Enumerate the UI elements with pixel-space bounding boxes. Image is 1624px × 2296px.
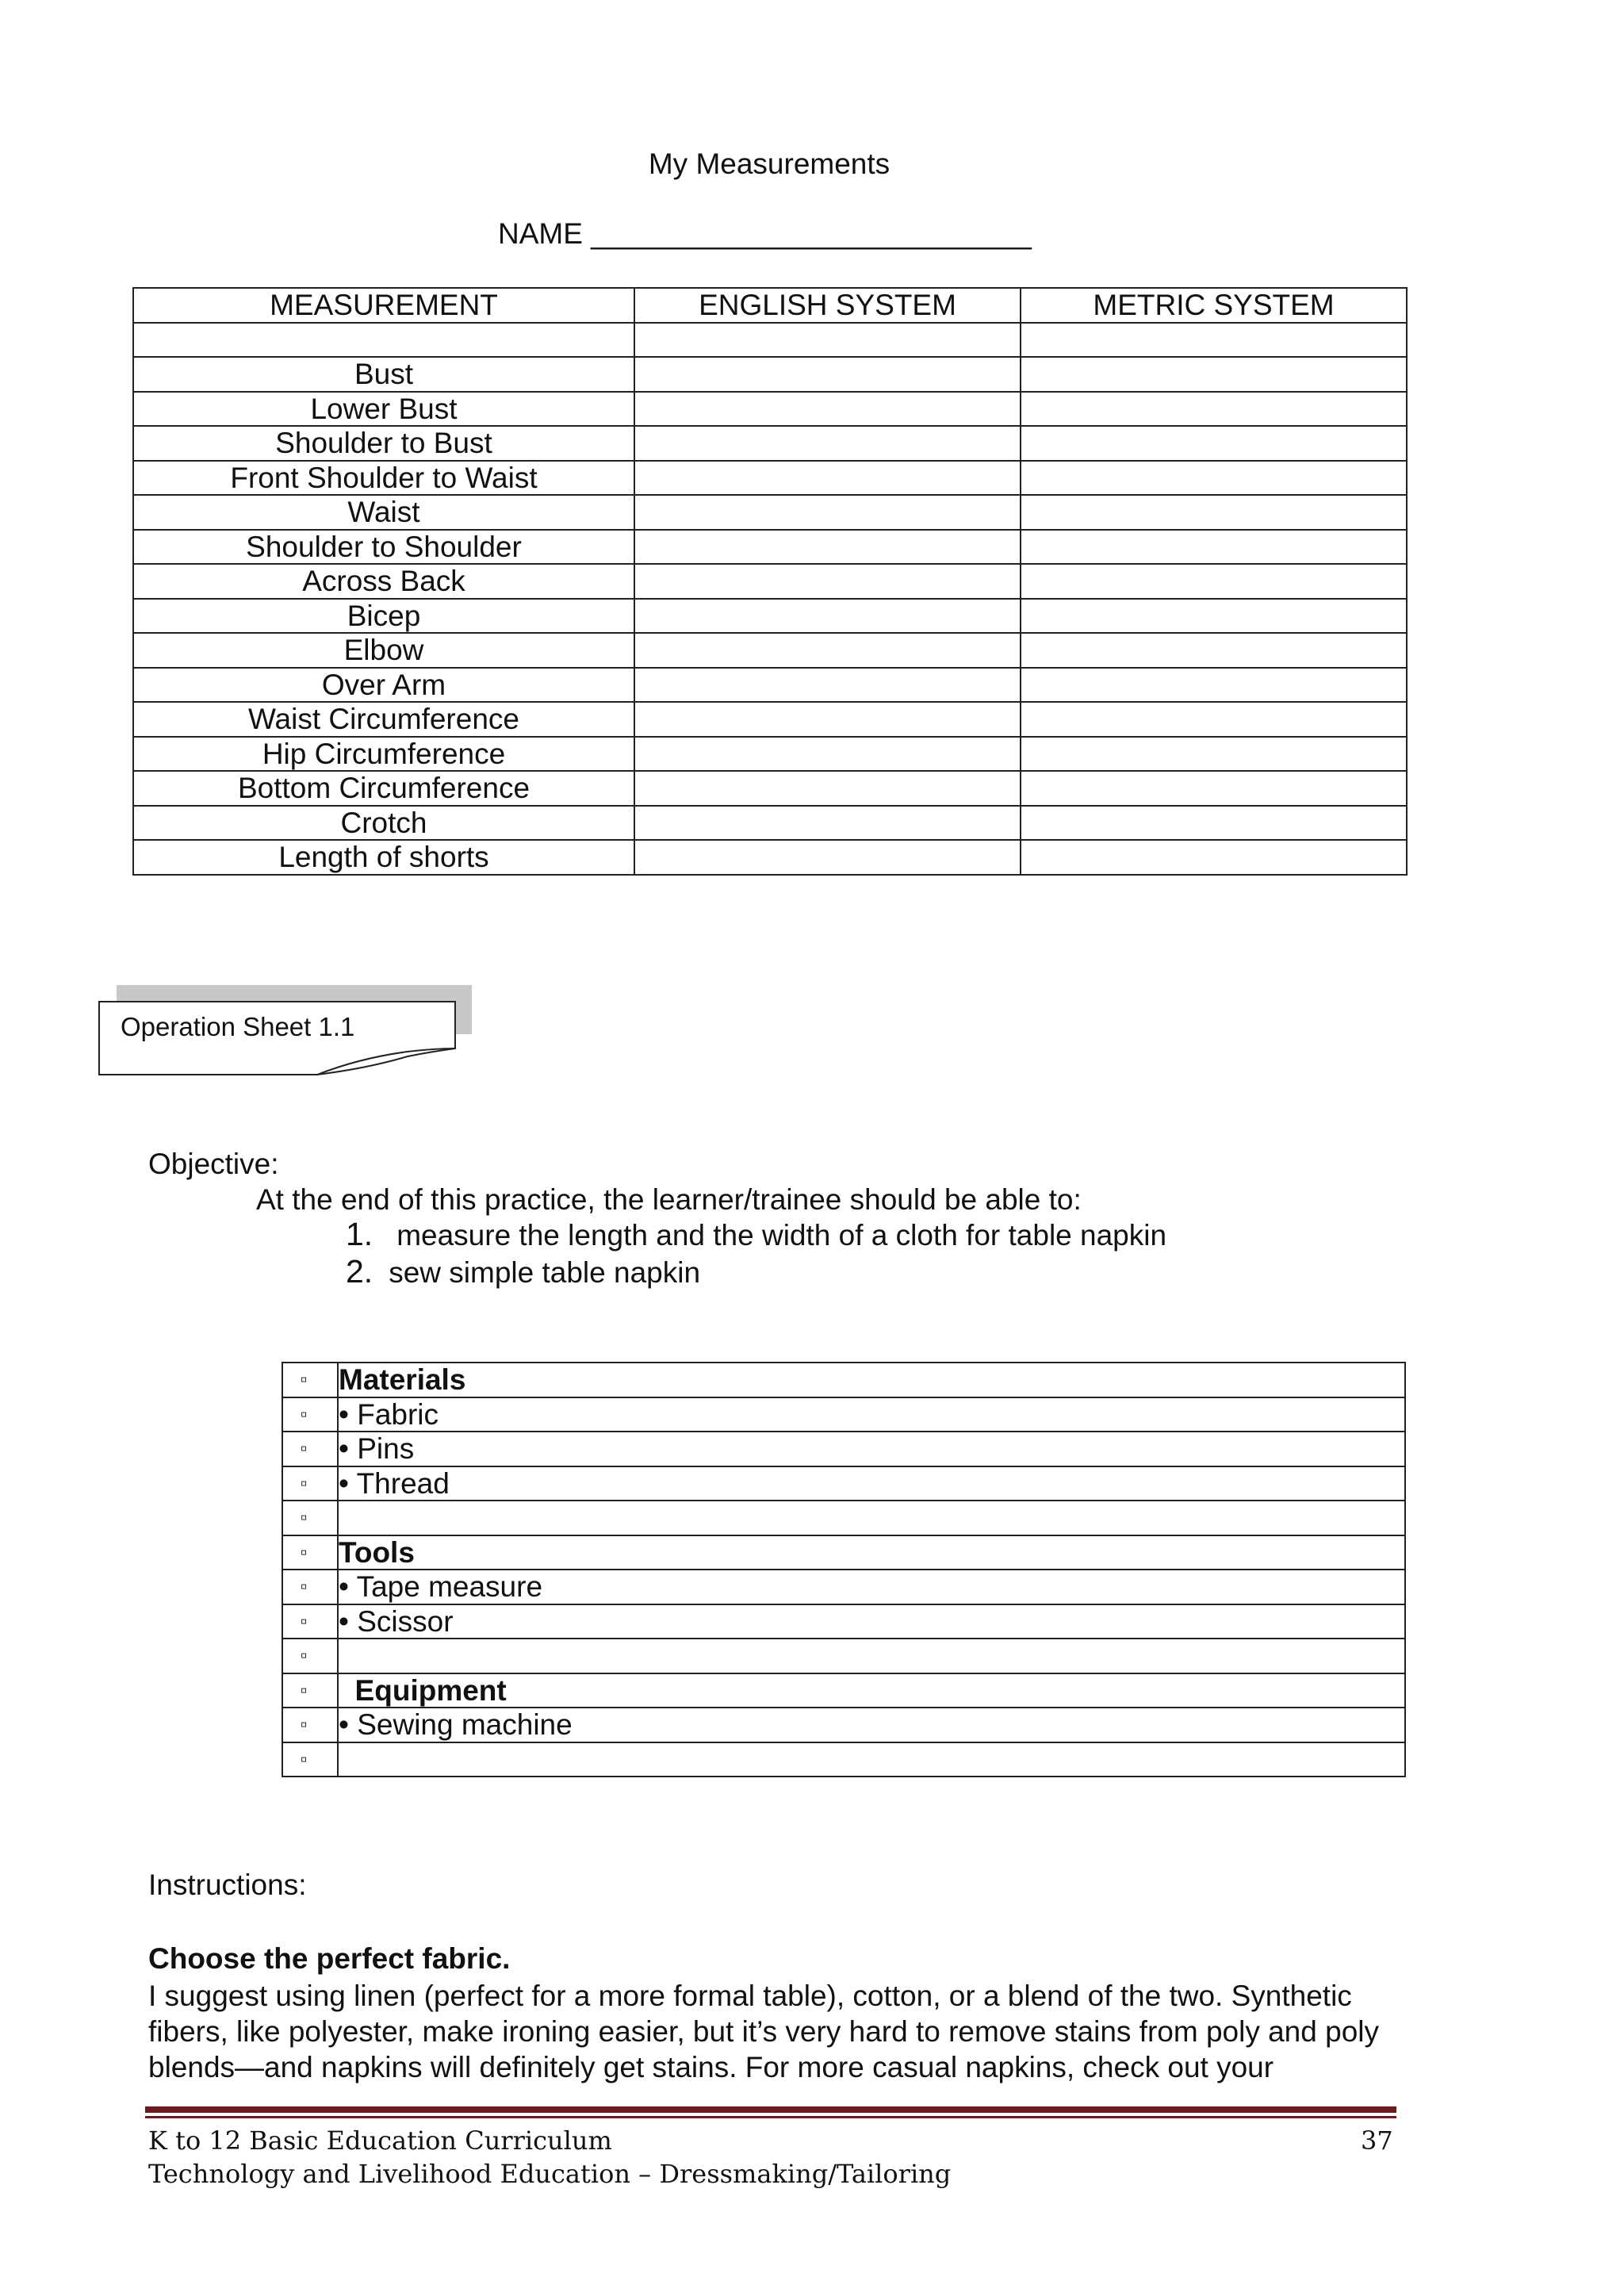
english-value-cell[interactable] — [634, 495, 1021, 530]
instructions-heading: Instructions: — [148, 1869, 307, 1901]
table-row — [133, 633, 1407, 668]
checkbox-marker-icon: ▫ — [282, 1570, 338, 1604]
item-text: • Tape measure — [338, 1570, 1405, 1604]
objective-heading: Objective: — [148, 1148, 279, 1180]
footer-curriculum: K to 12 Basic Education Curriculum — [148, 2125, 612, 2156]
list-item — [282, 1466, 1405, 1501]
measurement-label: Front Shoulder to Waist — [133, 461, 634, 496]
section-heading: Tools — [338, 1535, 1405, 1570]
checkbox-marker-icon: ▫ — [282, 1466, 338, 1501]
english-value-cell[interactable] — [634, 357, 1021, 392]
table-row — [133, 426, 1407, 461]
table-row — [133, 771, 1407, 806]
metric-value-cell[interactable] — [1021, 806, 1407, 841]
item-text — [338, 1742, 1405, 1777]
item-text: • Fabric — [338, 1397, 1405, 1432]
metric-value-cell[interactable] — [1021, 668, 1407, 703]
item-text: • Scissor — [338, 1604, 1405, 1639]
objective-item-number: 1. — [346, 1216, 373, 1252]
table-row — [133, 392, 1407, 427]
name-field-line: NAME ___________________________ — [498, 217, 1032, 250]
column-header: METRIC SYSTEM — [1021, 288, 1407, 323]
list-item — [282, 1363, 1405, 1397]
objective-intro: At the end of this practice, the learner/trainee should be able to: — [256, 1183, 1082, 1216]
measurement-label: Lower Bust — [133, 392, 634, 427]
checkbox-marker-icon: ▫ — [282, 1397, 338, 1432]
english-value-cell[interactable] — [634, 771, 1021, 806]
english-value-cell[interactable] — [634, 426, 1021, 461]
measurement-label: Waist — [133, 495, 634, 530]
measurement-label: Shoulder to Shoulder — [133, 530, 634, 565]
measurement-label: Bust — [133, 357, 634, 392]
table-row — [133, 840, 1407, 875]
table-row — [133, 323, 1407, 358]
checkbox-marker-icon: ▫ — [282, 1742, 338, 1777]
english-value-cell[interactable] — [634, 564, 1021, 599]
checkbox-marker-icon: ▫ — [282, 1535, 338, 1570]
list-item — [282, 1501, 1405, 1535]
measurement-table-body — [133, 288, 1407, 875]
table-row — [133, 461, 1407, 496]
measurement-label: Hip Circumference — [133, 737, 634, 772]
item-text: • Thread — [338, 1466, 1405, 1501]
objective-item-number: 2. — [346, 1253, 373, 1290]
step-heading: Choose the perfect fabric. — [148, 1942, 511, 1975]
measurement-label: Crotch — [133, 806, 634, 841]
table-row — [133, 599, 1407, 634]
item-text — [338, 1501, 1405, 1535]
metric-value-cell[interactable] — [1021, 323, 1407, 358]
checkbox-marker-icon: ▫ — [282, 1639, 338, 1673]
table-row — [133, 495, 1407, 530]
materials-table — [282, 1362, 1406, 1777]
metric-value-cell[interactable] — [1021, 530, 1407, 565]
list-item — [282, 1570, 1405, 1604]
metric-value-cell[interactable] — [1021, 840, 1407, 875]
metric-value-cell[interactable] — [1021, 599, 1407, 634]
metric-value-cell[interactable] — [1021, 461, 1407, 496]
list-item — [282, 1535, 1405, 1570]
english-value-cell[interactable] — [634, 737, 1021, 772]
footer-rule-thin — [145, 2116, 1396, 2118]
measurement-label: Waist Circumference — [133, 702, 634, 737]
checkbox-marker-icon: ▫ — [282, 1604, 338, 1639]
table-row — [133, 530, 1407, 565]
checkbox-marker-icon: ▫ — [282, 1432, 338, 1466]
table-header-row — [133, 288, 1407, 323]
measurement-label: Bicep — [133, 599, 634, 634]
page-title: My Measurements — [648, 148, 891, 180]
measurement-label: Shoulder to Bust — [133, 426, 634, 461]
footer-rule — [145, 2106, 1396, 2113]
measurement-label — [133, 323, 634, 358]
page-number: 37 — [1361, 2125, 1393, 2156]
list-item — [282, 1673, 1405, 1708]
english-value-cell[interactable] — [634, 461, 1021, 496]
table-row — [133, 737, 1407, 772]
measurement-table — [132, 287, 1408, 876]
objective-item-text: measure the length and the width of a cloth for table napkin — [396, 1219, 1167, 1251]
measurement-label: Over Arm — [133, 668, 634, 703]
operation-sheet-label: Operation Sheet 1.1 — [121, 1012, 355, 1041]
english-value-cell[interactable] — [634, 840, 1021, 875]
step-paragraph: I suggest using linen (perfect for a more formal table), cotton, or a blend of the two. Synthetic fibers, like polyester, make ironing easier, but it’s very hard to remove stains from poly and poly blends—and napkins will definitely get stains. For more casual napkins, check out your — [148, 1980, 1379, 2083]
list-item — [282, 1742, 1405, 1777]
section-heading: Materials — [338, 1363, 1405, 1397]
metric-value-cell[interactable] — [1021, 392, 1407, 427]
checkbox-marker-icon: ▫ — [282, 1708, 338, 1742]
objective-item — [346, 1216, 1166, 1253]
list-item — [282, 1708, 1405, 1742]
section-heading: Equipment — [338, 1673, 1405, 1708]
english-value-cell[interactable] — [634, 806, 1021, 841]
checkbox-marker-icon: ▫ — [282, 1673, 338, 1708]
item-text — [338, 1639, 1405, 1673]
objective-item — [346, 1253, 700, 1290]
measurement-label: Bottom Circumference — [133, 771, 634, 806]
metric-value-cell[interactable] — [1021, 702, 1407, 737]
english-value-cell[interactable] — [634, 530, 1021, 565]
materials-table-body — [282, 1363, 1405, 1777]
checkbox-marker-icon: ▫ — [282, 1501, 338, 1535]
english-value-cell[interactable] — [634, 323, 1021, 358]
metric-value-cell[interactable] — [1021, 633, 1407, 668]
metric-value-cell[interactable] — [1021, 771, 1407, 806]
list-item — [282, 1639, 1405, 1673]
table-row — [133, 564, 1407, 599]
english-value-cell[interactable] — [634, 668, 1021, 703]
table-row — [133, 806, 1407, 841]
metric-value-cell[interactable] — [1021, 426, 1407, 461]
metric-value-cell[interactable] — [1021, 495, 1407, 530]
metric-value-cell[interactable] — [1021, 357, 1407, 392]
column-header: ENGLISH SYSTEM — [634, 288, 1021, 323]
column-header: MEASUREMENT — [133, 288, 634, 323]
metric-value-cell[interactable] — [1021, 564, 1407, 599]
english-value-cell[interactable] — [634, 633, 1021, 668]
english-value-cell[interactable] — [634, 392, 1021, 427]
list-item — [282, 1604, 1405, 1639]
list-item — [282, 1432, 1405, 1466]
checkbox-marker-icon: ▫ — [282, 1363, 338, 1397]
metric-value-cell[interactable] — [1021, 737, 1407, 772]
measurement-label: Across Back — [133, 564, 634, 599]
item-text: • Sewing machine — [338, 1708, 1405, 1742]
objective-item-text: sew simple table napkin — [389, 1256, 701, 1289]
english-value-cell[interactable] — [634, 702, 1021, 737]
list-item — [282, 1397, 1405, 1432]
table-row — [133, 357, 1407, 392]
measurement-label: Elbow — [133, 633, 634, 668]
english-value-cell[interactable] — [634, 599, 1021, 634]
table-row — [133, 702, 1407, 737]
measurement-label: Length of shorts — [133, 840, 634, 875]
footer-subject: Technology and Livelihood Education – Dressmaking/Tailoring — [148, 2159, 952, 2189]
table-row — [133, 668, 1407, 703]
item-text: • Pins — [338, 1432, 1405, 1466]
